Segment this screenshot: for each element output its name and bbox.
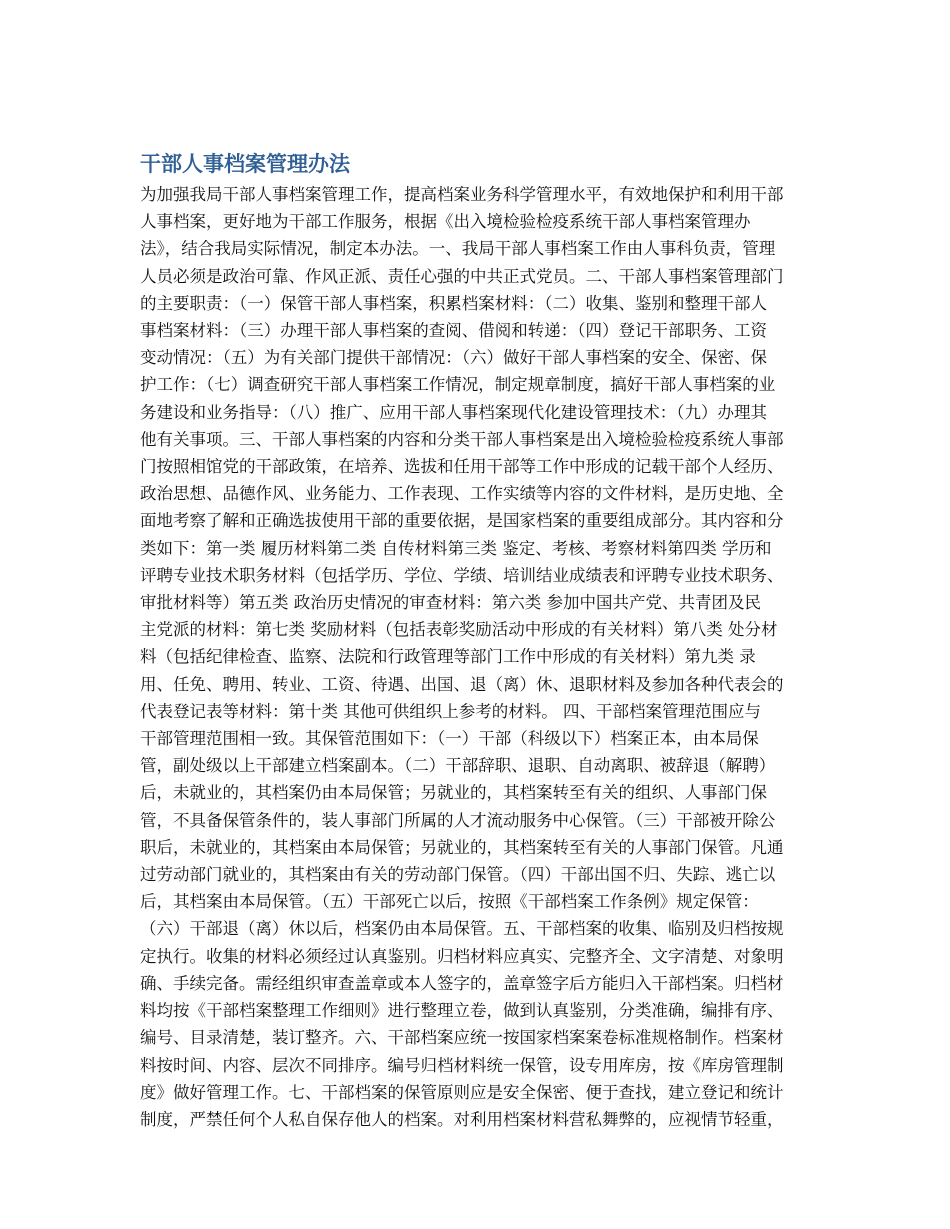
body-text-line: 主党派的材料：第七类 奖励材料（包括表彰奖励活动中形成的有关材料）第八类 处分材 <box>140 620 778 640</box>
body-text-line: 门按照相馆党的干部政策，在培养、选拔和任用干部等工作中形成的记载干部个人经历、 <box>140 457 784 477</box>
body-text-line: 人事档案，更好地为干部工作服务，根据《出入境检验检疫系统干部人事档案管理办 <box>140 212 751 232</box>
body-text-line: 料（包括纪律检查、监察、法院和行政管理等部门工作中形成的有关材料）第九类 录 <box>140 647 756 667</box>
body-text-line: 管，不具备保管条件的，装人事部门所属的人才流动服务中心保管。（三）干部被开除公 <box>140 810 776 830</box>
body-text-line: 法》，结合我局实际情况，制定本办法。一、我局干部人事档案工作由人事科负责，管理 <box>140 239 776 259</box>
body-text-line: 护工作：（七）调查研究干部人事档案工作情况，制定规章制度，搞好干部人事档案的业 <box>140 375 776 395</box>
body-text-line: 的主要职责：（一）保管干部人事档案，积累档案材料：（二）收集、鉴别和整理干部人 <box>140 293 767 313</box>
body-text-line: 代表登记表等材料：第十类 其他可供组织上参考的材料。 四、干部档案管理范围应与 <box>140 701 761 721</box>
body-text-line: 面地考察了解和正确选拔使用干部的重要依据，是国家档案的重要组成部分。其内容和分 <box>140 511 784 531</box>
body-text-line: 为加强我局干部人事档案管理工作，提高档案业务科学管理水平，有效地保护和利用干部 <box>140 185 784 204</box>
document-title: 干部人事档案管理办法 <box>140 152 350 176</box>
body-text-line: 职后，未就业的，其档案由本局保管；另就业的，其档案转至有关的人事部门保管。凡通 <box>140 837 784 857</box>
body-text-line: 制度，严禁任何个人私自保存他人的档案。对利用档案材料营私舞弊的，应视情节轻重， <box>140 1109 784 1129</box>
body-text-line: 过劳动部门就业的，其档案由有关的劳动部门保管。（四）干部出国不归、失踪、逃亡以 <box>140 865 776 885</box>
body-text-line: 事档案材料：（三）办理干部人事档案的查阅、借阅和转递：（四）登记干部职务、工资 <box>140 321 767 341</box>
body-text-line: 后，其档案由本局保管。（五）干部死亡以后，按照《干部档案工作条例》规定保管： <box>140 892 759 912</box>
body-text-line: 干部管理范围相一致。其保管范围如下：（一）干部（科级以下）档案正本，由本局保 <box>140 729 759 749</box>
document-body <box>140 181 812 1133</box>
body-text-line: 用、任免、聘用、转业、工资、待遇、出国、退（离）休、退职材料及参加各种代表会的 <box>140 674 784 694</box>
body-text-line: 料按时间、内容、层次不同排序。编号归档材料统一保管，设专用库房，按《库房管理制 <box>140 1055 784 1075</box>
body-text-line: 确、手续完备。需经组织审查盖章或本人签字的，盖章签字后方能归入干部档案。归档材 <box>140 973 784 993</box>
body-text-line: 审批材料等）第五类 政治历史情况的审查材料：第六类 参加中国共产党、共青团及民 <box>140 593 761 613</box>
body-text-line: 定执行。收集的材料必须经过认真鉴别。归档材料应真实、完整齐全、文字清楚、对象明 <box>140 946 784 966</box>
body-text-line: （六）干部退（离）休以后，档案仍由本局保管。五、干部档案的收集、临别及归档按规 <box>140 919 784 939</box>
body-text-line: 编号、目录清楚，装订整齐。六、干部档案应统一按国家档案案卷标准规格制作。档案材 <box>140 1028 784 1048</box>
body-text-line: 度》做好管理工作。七、干部档案的保管原则应是安全保密、便于查找，建立登记和统计 <box>140 1082 784 1102</box>
body-text-line: 料均按《干部档案整理工作细则》进行整理立卷，做到认真鉴别，分类准确，编排有序、 <box>140 1001 784 1021</box>
body-text-line: 他有关事项。三、干部人事档案的内容和分类干部人事档案是出入境检验检疫系统人事部 <box>140 429 784 449</box>
body-text-line: 评聘专业技术职务材料（包括学历、学位、学绩、培训结业成绩表和评聘专业技术职务、 <box>140 565 784 585</box>
body-text-line: 务建设和业务指导：（八）推广、应用干部人事档案现代化建设管理技术：（九）办理其 <box>140 402 767 422</box>
body-text-line: 人员必须是政治可靠、作风正派、责任心强的中共正式党员。二、干部人事档案管理部门 <box>140 266 784 286</box>
body-text-line: 管，副处级以上干部建立档案副本。（二）干部辞职、退职、自动离职、被辞退（解聘） <box>140 756 776 776</box>
body-text-line: 类如下：第一类 履历材料第二类 自传材料第三类 鉴定、考核、考察材料第四类 学历和 <box>140 538 772 558</box>
body-text-line: 政治思想、品德作风、业务能力、工作表现、工作实绩等内容的文件材料，是历史地、全 <box>140 484 784 504</box>
body-text-line: 后，未就业的，其档案仍由本局保管；另就业的，其档案转至有关的组织、人事部门保 <box>140 783 767 803</box>
body-text-line: 变动情况：（五）为有关部门提供干部情况：（六）做好干部人事档案的安全、保密、保 <box>140 348 767 368</box>
